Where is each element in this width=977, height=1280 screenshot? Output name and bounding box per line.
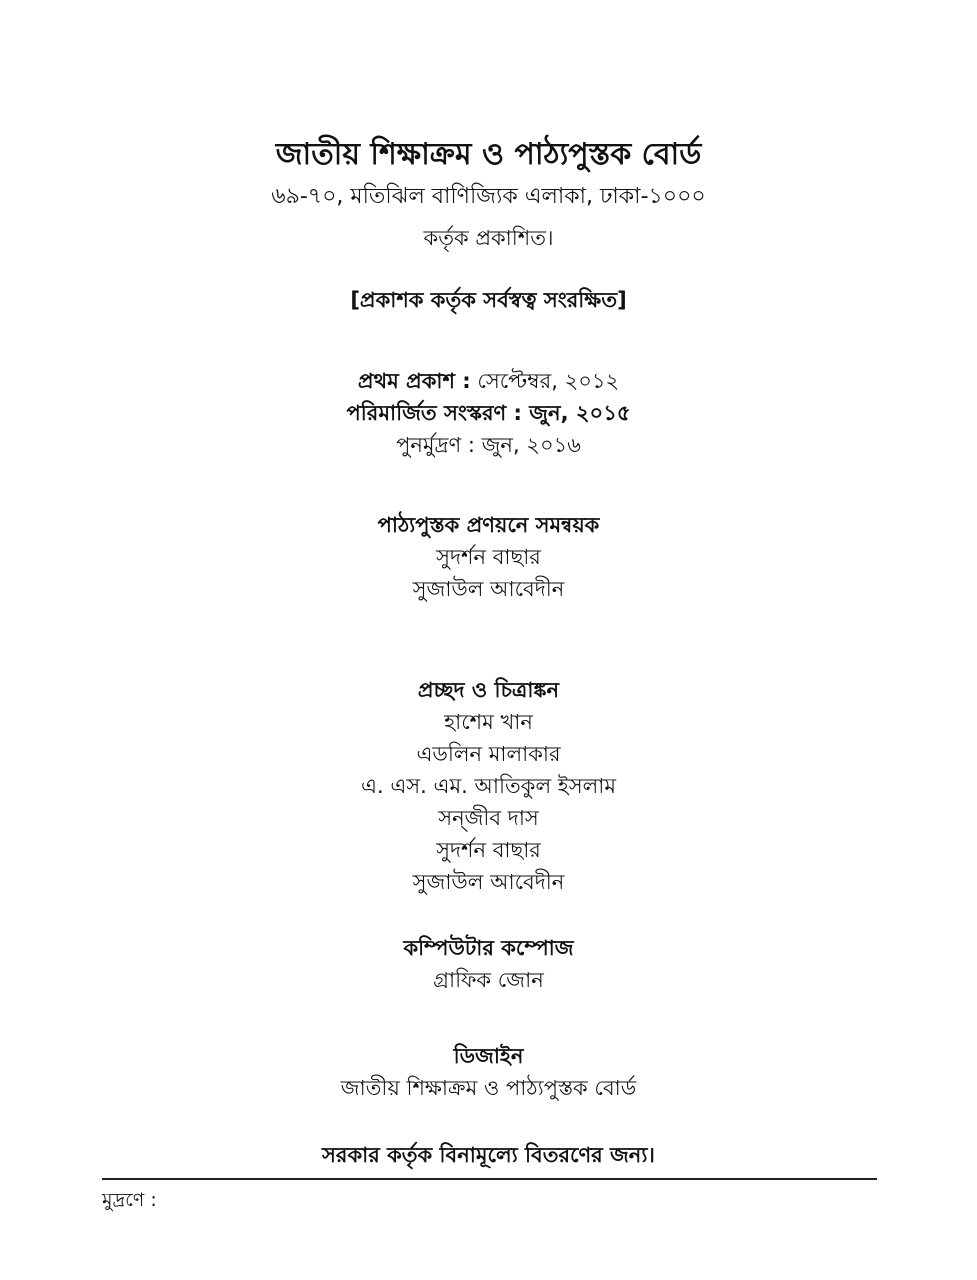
coordinator-name: সুদর্শন বাছার: [436, 545, 541, 569]
illustrator-name: এ. এস. এম. আতিকুল ইসলাম: [361, 774, 616, 798]
illustrator-name: সুজাউল আবেদীন: [412, 870, 565, 894]
computer-compose-name: গ্রাফিক জোন: [433, 968, 544, 992]
printer-label: মুদ্রণে :: [102, 1189, 157, 1211]
illustrator-name: এডলিন মালাকার: [416, 742, 561, 766]
publisher-address: ৬৯-৭০, মতিঝিল বাণিজ্যিক এলাকা, ঢাকা-১০০০: [271, 184, 706, 209]
illustrator-name: সন্জীব দাস: [438, 806, 539, 830]
edition-revised-label: পরিমার্জিত সংস্করণ : জুন, ২০১৫: [346, 401, 631, 425]
edition-first: [0, 371, 977, 392]
coordinator-name: সুজাউল আবেদীন: [412, 577, 565, 601]
edition-reprint: [0, 435, 977, 456]
edition-first-value: সেপ্টেম্বর, ২০১২: [470, 369, 620, 393]
cover-illustration-heading: প্রচ্ছদ ও চিত্রাঙ্কন: [417, 678, 560, 702]
distribution-note: সরকার কর্তৃক বিনামূল্যে বিতরণের জন্য।: [322, 1143, 655, 1167]
edition-revised: [0, 403, 977, 424]
edition-reprint-value: জুন, ২০১৬: [474, 433, 581, 457]
divider: [102, 1178, 877, 1180]
design-heading: ডিজাইন: [453, 1044, 524, 1068]
illustrator-name: হাশেম খান: [444, 710, 533, 734]
design-name: জাতীয় শিক্ষাক্রম ও পাঠ্যপুস্তক বোর্ড: [340, 1076, 637, 1100]
edition-first-label: প্রথম প্রকাশ :: [357, 369, 471, 393]
illustrator-name: সুদর্শন বাছার: [436, 838, 541, 862]
computer-compose-heading: কম্পিউটার কম্পোজ: [403, 936, 574, 960]
published-by: কর্তৃক প্রকাশিত।: [423, 226, 554, 250]
publisher-name: জাতীয় শিক্ষাক্রম ও পাঠ্যপুস্তক বোর্ড: [275, 137, 702, 172]
edition-reprint-label: পুনর্মুদ্রণ :: [396, 433, 475, 457]
copyright-notice: [প্রকাশক কর্তৃক সর্বস্বত্ব সংরক্ষিত]: [350, 288, 627, 312]
coordinators-heading: পাঠ্যপুস্তক প্রণয়নে সমন্বয়ক: [377, 513, 600, 537]
